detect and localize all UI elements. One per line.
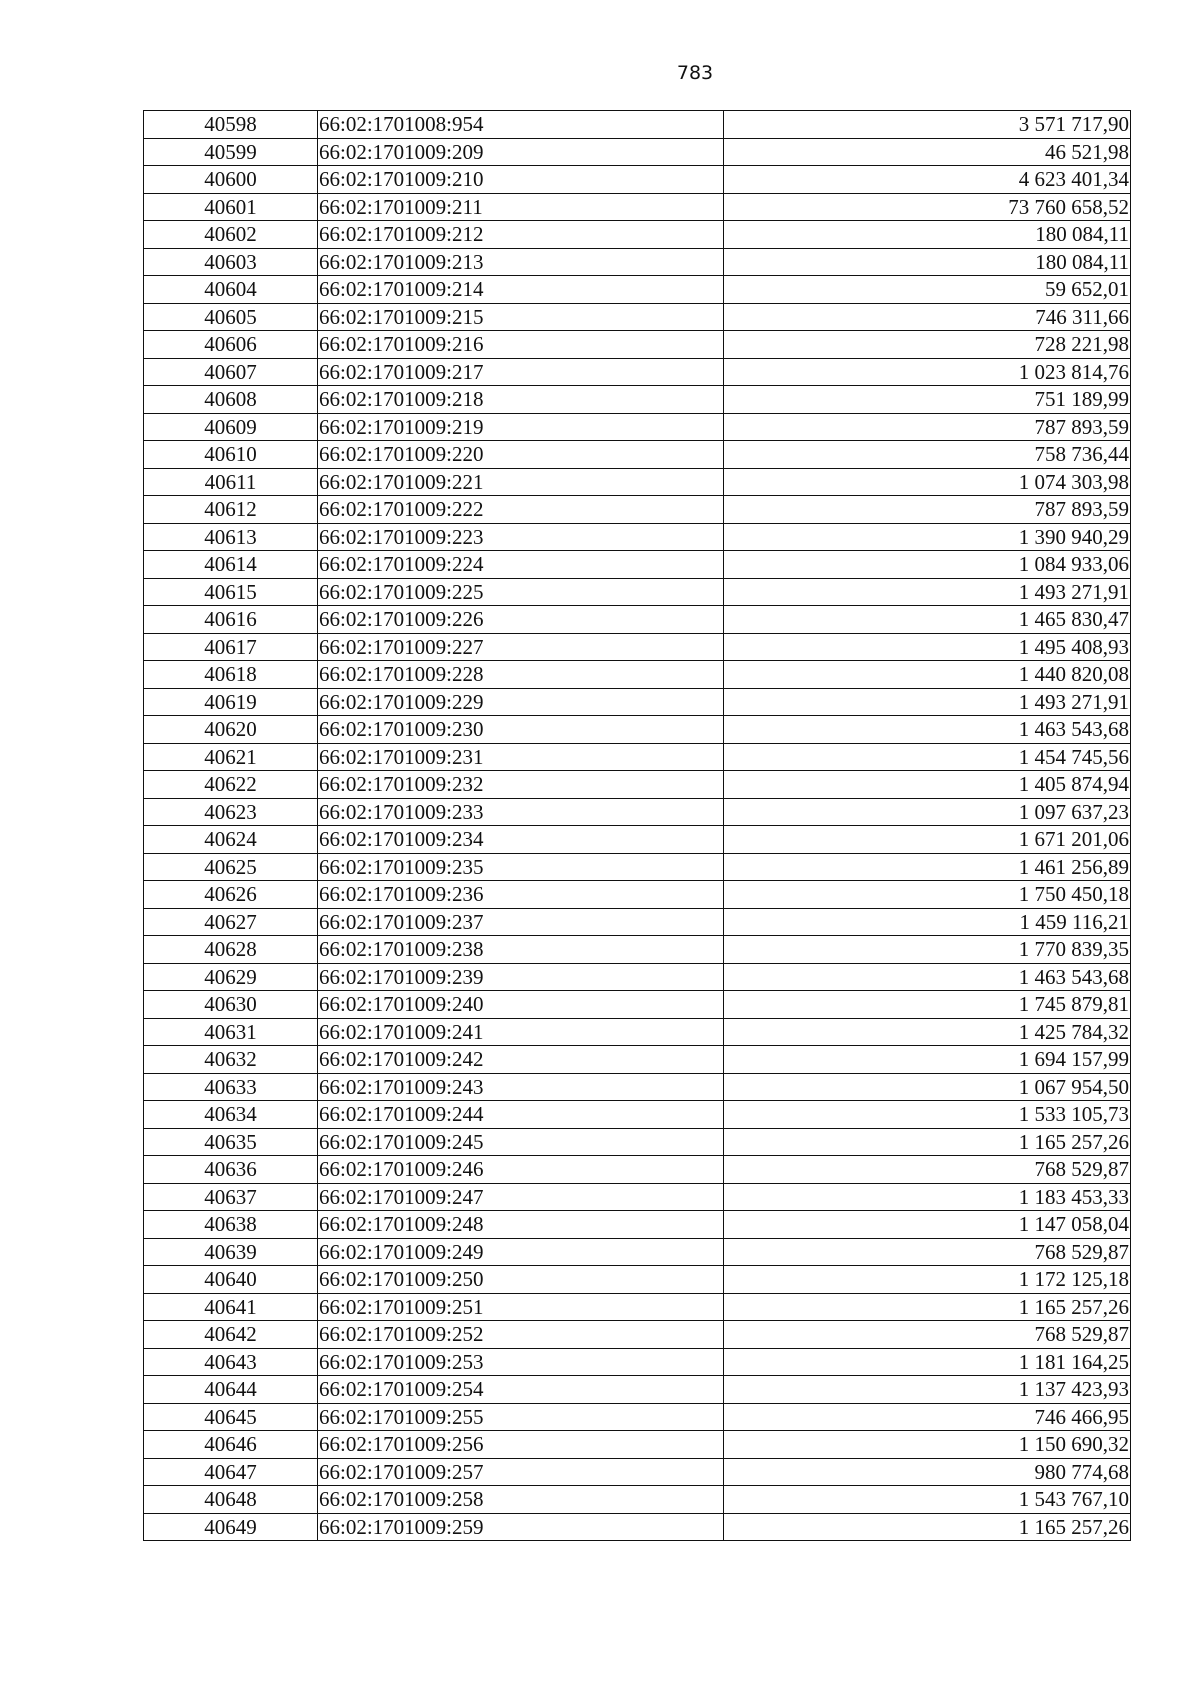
row-number-cell: 40641 xyxy=(144,1293,318,1321)
cadastral-value-cell: 1 745 879,81 xyxy=(724,991,1131,1019)
cadastral-value-cell: 1 390 940,29 xyxy=(724,523,1131,551)
cadastral-value-cell: 980 774,68 xyxy=(724,1458,1131,1486)
table-row xyxy=(144,1238,1131,1266)
row-number-cell: 40604 xyxy=(144,276,318,304)
cadastral-number-cell: 66:02:1701009:213 xyxy=(318,248,724,276)
row-number-cell: 40635 xyxy=(144,1128,318,1156)
row-number-cell: 40629 xyxy=(144,963,318,991)
cadastral-number-cell: 66:02:1701009:236 xyxy=(318,881,724,909)
cadastral-value-cell: 1 495 408,93 xyxy=(724,633,1131,661)
cadastral-number-cell: 66:02:1701009:258 xyxy=(318,1486,724,1514)
table-row xyxy=(144,193,1131,221)
cadastral-number-cell: 66:02:1701009:242 xyxy=(318,1046,724,1074)
table-row xyxy=(144,1431,1131,1459)
table-row xyxy=(144,1293,1131,1321)
cadastral-value-cell: 1 067 954,50 xyxy=(724,1073,1131,1101)
cadastral-value-cell: 768 529,87 xyxy=(724,1156,1131,1184)
table-row xyxy=(144,1321,1131,1349)
row-number-cell: 40646 xyxy=(144,1431,318,1459)
cadastral-value-cell: 1 671 201,06 xyxy=(724,826,1131,854)
table-row xyxy=(144,771,1131,799)
table-row xyxy=(144,963,1131,991)
cadastral-number-cell: 66:02:1701009:257 xyxy=(318,1458,724,1486)
table-row xyxy=(144,688,1131,716)
cadastral-number-cell: 66:02:1701009:244 xyxy=(318,1101,724,1129)
cadastral-number-cell: 66:02:1701009:235 xyxy=(318,853,724,881)
row-number-cell: 40619 xyxy=(144,688,318,716)
cadastral-number-cell: 66:02:1701009:212 xyxy=(318,221,724,249)
row-number-cell: 40633 xyxy=(144,1073,318,1101)
cadastral-value-cell: 1 454 745,56 xyxy=(724,743,1131,771)
cadastral-value-cell: 1 440 820,08 xyxy=(724,661,1131,689)
row-number-cell: 40634 xyxy=(144,1101,318,1129)
table-row xyxy=(144,413,1131,441)
cadastral-number-cell: 66:02:1701009:220 xyxy=(318,441,724,469)
table-row xyxy=(144,1266,1131,1294)
cadastral-number-cell: 66:02:1701009:230 xyxy=(318,716,724,744)
table-row xyxy=(144,1046,1131,1074)
row-number-cell: 40606 xyxy=(144,331,318,359)
table-row xyxy=(144,1403,1131,1431)
row-number-cell: 40612 xyxy=(144,496,318,524)
row-number-cell: 40649 xyxy=(144,1513,318,1541)
row-number-cell: 40623 xyxy=(144,798,318,826)
table-row xyxy=(144,826,1131,854)
cadastral-value-cell: 1 425 784,32 xyxy=(724,1018,1131,1046)
cadastral-number-cell: 66:02:1701009:228 xyxy=(318,661,724,689)
table-row xyxy=(144,1073,1131,1101)
table-row xyxy=(144,1486,1131,1514)
table-row xyxy=(144,798,1131,826)
row-number-cell: 40601 xyxy=(144,193,318,221)
cadastral-value-cell: 1 183 453,33 xyxy=(724,1183,1131,1211)
row-number-cell: 40610 xyxy=(144,441,318,469)
cadastral-number-cell: 66:02:1701009:254 xyxy=(318,1376,724,1404)
row-number-cell: 40621 xyxy=(144,743,318,771)
cadastral-number-cell: 66:02:1701009:226 xyxy=(318,606,724,634)
cadastral-number-cell: 66:02:1701009:211 xyxy=(318,193,724,221)
cadastral-value-cell: 180 084,11 xyxy=(724,248,1131,276)
cadastral-value-cell: 1 493 271,91 xyxy=(724,688,1131,716)
table-row xyxy=(144,468,1131,496)
table-row xyxy=(144,606,1131,634)
row-number-cell: 40642 xyxy=(144,1321,318,1349)
cadastral-value-cell: 1 172 125,18 xyxy=(724,1266,1131,1294)
cadastral-table-container xyxy=(143,110,1130,1541)
cadastral-number-cell: 66:02:1701009:217 xyxy=(318,358,724,386)
table-row xyxy=(144,716,1131,744)
cadastral-value-cell: 59 652,01 xyxy=(724,276,1131,304)
cadastral-value-cell: 1 181 164,25 xyxy=(724,1348,1131,1376)
cadastral-value-cell: 1 463 543,68 xyxy=(724,716,1131,744)
row-number-cell: 40637 xyxy=(144,1183,318,1211)
cadastral-value-cell: 1 533 105,73 xyxy=(724,1101,1131,1129)
cadastral-value-cell: 1 137 423,93 xyxy=(724,1376,1131,1404)
row-number-cell: 40611 xyxy=(144,468,318,496)
cadastral-number-cell: 66:02:1701009:223 xyxy=(318,523,724,551)
cadastral-value-cell: 3 571 717,90 xyxy=(724,111,1131,139)
row-number-cell: 40608 xyxy=(144,386,318,414)
row-number-cell: 40626 xyxy=(144,881,318,909)
row-number-cell: 40647 xyxy=(144,1458,318,1486)
row-number-cell: 40640 xyxy=(144,1266,318,1294)
cadastral-number-cell: 66:02:1701009:216 xyxy=(318,331,724,359)
cadastral-number-cell: 66:02:1701008:954 xyxy=(318,111,724,139)
row-number-cell: 40613 xyxy=(144,523,318,551)
cadastral-number-cell: 66:02:1701009:248 xyxy=(318,1211,724,1239)
table-row xyxy=(144,1513,1131,1541)
table-row xyxy=(144,331,1131,359)
row-number-cell: 40617 xyxy=(144,633,318,661)
cadastral-value-cell: 746 466,95 xyxy=(724,1403,1131,1431)
row-number-cell: 40630 xyxy=(144,991,318,1019)
table-row xyxy=(144,1018,1131,1046)
cadastral-number-cell: 66:02:1701009:209 xyxy=(318,138,724,166)
table-row xyxy=(144,111,1131,139)
cadastral-value-cell: 180 084,11 xyxy=(724,221,1131,249)
cadastral-number-cell: 66:02:1701009:227 xyxy=(318,633,724,661)
cadastral-value-cell: 1 694 157,99 xyxy=(724,1046,1131,1074)
cadastral-value-cell: 1 165 257,26 xyxy=(724,1293,1131,1321)
cadastral-number-cell: 66:02:1701009:238 xyxy=(318,936,724,964)
row-number-cell: 40627 xyxy=(144,908,318,936)
table-row xyxy=(144,1376,1131,1404)
cadastral-number-cell: 66:02:1701009:250 xyxy=(318,1266,724,1294)
cadastral-number-cell: 66:02:1701009:247 xyxy=(318,1183,724,1211)
cadastral-value-cell: 1 084 933,06 xyxy=(724,551,1131,579)
cadastral-number-cell: 66:02:1701009:218 xyxy=(318,386,724,414)
cadastral-value-cell: 1 097 637,23 xyxy=(724,798,1131,826)
cadastral-number-cell: 66:02:1701009:231 xyxy=(318,743,724,771)
cadastral-number-cell: 66:02:1701009:256 xyxy=(318,1431,724,1459)
cadastral-value-cell: 768 529,87 xyxy=(724,1238,1131,1266)
cadastral-value-cell: 1 150 690,32 xyxy=(724,1431,1131,1459)
table-row xyxy=(144,908,1131,936)
cadastral-value-cell: 746 311,66 xyxy=(724,303,1131,331)
page-number: 783 xyxy=(676,62,714,84)
cadastral-value-cell: 1 461 256,89 xyxy=(724,853,1131,881)
table-row xyxy=(144,1128,1131,1156)
cadastral-number-cell: 66:02:1701009:240 xyxy=(318,991,724,1019)
cadastral-number-cell: 66:02:1701009:246 xyxy=(318,1156,724,1184)
cadastral-number-cell: 66:02:1701009:221 xyxy=(318,468,724,496)
row-number-cell: 40605 xyxy=(144,303,318,331)
row-number-cell: 40643 xyxy=(144,1348,318,1376)
table-row xyxy=(144,166,1131,194)
table-row xyxy=(144,936,1131,964)
cadastral-value-cell: 1 023 814,76 xyxy=(724,358,1131,386)
cadastral-value-cell: 1 147 058,04 xyxy=(724,1211,1131,1239)
table-row xyxy=(144,743,1131,771)
cadastral-number-cell: 66:02:1701009:224 xyxy=(318,551,724,579)
table-row xyxy=(144,523,1131,551)
row-number-cell: 40648 xyxy=(144,1486,318,1514)
cadastral-value-cell: 1 543 767,10 xyxy=(724,1486,1131,1514)
cadastral-number-cell: 66:02:1701009:252 xyxy=(318,1321,724,1349)
table-row xyxy=(144,276,1131,304)
cadastral-number-cell: 66:02:1701009:233 xyxy=(318,798,724,826)
row-number-cell: 40615 xyxy=(144,578,318,606)
table-row xyxy=(144,853,1131,881)
cadastral-number-cell: 66:02:1701009:237 xyxy=(318,908,724,936)
cadastral-value-cell: 1 165 257,26 xyxy=(724,1513,1131,1541)
row-number-cell: 40598 xyxy=(144,111,318,139)
row-number-cell: 40638 xyxy=(144,1211,318,1239)
cadastral-number-cell: 66:02:1701009:253 xyxy=(318,1348,724,1376)
table-row xyxy=(144,1101,1131,1129)
row-number-cell: 40645 xyxy=(144,1403,318,1431)
cadastral-value-cell: 758 736,44 xyxy=(724,441,1131,469)
cadastral-value-cell: 1 493 271,91 xyxy=(724,578,1131,606)
cadastral-number-cell: 66:02:1701009:259 xyxy=(318,1513,724,1541)
table-row xyxy=(144,1183,1131,1211)
table-row xyxy=(144,1348,1131,1376)
row-number-cell: 40631 xyxy=(144,1018,318,1046)
cadastral-value-cell: 728 221,98 xyxy=(724,331,1131,359)
cadastral-number-cell: 66:02:1701009:219 xyxy=(318,413,724,441)
row-number-cell: 40639 xyxy=(144,1238,318,1266)
cadastral-value-cell: 1 459 116,21 xyxy=(724,908,1131,936)
row-number-cell: 40603 xyxy=(144,248,318,276)
cadastral-value-cell: 1 463 543,68 xyxy=(724,963,1131,991)
table-row xyxy=(144,138,1131,166)
table-row xyxy=(144,578,1131,606)
cadastral-value-cell: 1 165 257,26 xyxy=(724,1128,1131,1156)
cadastral-number-cell: 66:02:1701009:243 xyxy=(318,1073,724,1101)
table-row xyxy=(144,1211,1131,1239)
cadastral-number-cell: 66:02:1701009:210 xyxy=(318,166,724,194)
row-number-cell: 40614 xyxy=(144,551,318,579)
row-number-cell: 40609 xyxy=(144,413,318,441)
table-row xyxy=(144,551,1131,579)
row-number-cell: 40625 xyxy=(144,853,318,881)
table-row xyxy=(144,1458,1131,1486)
table-row xyxy=(144,991,1131,1019)
cadastral-number-cell: 66:02:1701009:245 xyxy=(318,1128,724,1156)
table-row xyxy=(144,633,1131,661)
cadastral-value-cell: 1 405 874,94 xyxy=(724,771,1131,799)
row-number-cell: 40616 xyxy=(144,606,318,634)
table-row xyxy=(144,661,1131,689)
cadastral-number-cell: 66:02:1701009:251 xyxy=(318,1293,724,1321)
cadastral-number-cell: 66:02:1701009:239 xyxy=(318,963,724,991)
cadastral-number-cell: 66:02:1701009:255 xyxy=(318,1403,724,1431)
table-row xyxy=(144,358,1131,386)
cadastral-value-cell: 1 770 839,35 xyxy=(724,936,1131,964)
cadastral-number-cell: 66:02:1701009:225 xyxy=(318,578,724,606)
cadastral-number-cell: 66:02:1701009:229 xyxy=(318,688,724,716)
cadastral-value-cell: 4 623 401,34 xyxy=(724,166,1131,194)
cadastral-number-cell: 66:02:1701009:214 xyxy=(318,276,724,304)
row-number-cell: 40599 xyxy=(144,138,318,166)
table-row xyxy=(144,248,1131,276)
cadastral-value-cell: 73 760 658,52 xyxy=(724,193,1131,221)
cadastral-number-cell: 66:02:1701009:249 xyxy=(318,1238,724,1266)
row-number-cell: 40628 xyxy=(144,936,318,964)
row-number-cell: 40622 xyxy=(144,771,318,799)
cadastral-value-cell: 787 893,59 xyxy=(724,413,1131,441)
row-number-cell: 40600 xyxy=(144,166,318,194)
table-row xyxy=(144,441,1131,469)
table-row xyxy=(144,386,1131,414)
table-row xyxy=(144,1156,1131,1184)
cadastral-value-cell: 1 750 450,18 xyxy=(724,881,1131,909)
row-number-cell: 40618 xyxy=(144,661,318,689)
table-row xyxy=(144,881,1131,909)
row-number-cell: 40624 xyxy=(144,826,318,854)
table-row xyxy=(144,221,1131,249)
cadastral-value-cell: 787 893,59 xyxy=(724,496,1131,524)
cadastral-value-cell: 751 189,99 xyxy=(724,386,1131,414)
cadastral-number-cell: 66:02:1701009:215 xyxy=(318,303,724,331)
cadastral-number-cell: 66:02:1701009:241 xyxy=(318,1018,724,1046)
table-row xyxy=(144,303,1131,331)
row-number-cell: 40602 xyxy=(144,221,318,249)
row-number-cell: 40644 xyxy=(144,1376,318,1404)
cadastral-value-table xyxy=(143,110,1131,1541)
table-row xyxy=(144,496,1131,524)
cadastral-number-cell: 66:02:1701009:232 xyxy=(318,771,724,799)
cadastral-number-cell: 66:02:1701009:222 xyxy=(318,496,724,524)
row-number-cell: 40632 xyxy=(144,1046,318,1074)
cadastral-number-cell: 66:02:1701009:234 xyxy=(318,826,724,854)
row-number-cell: 40636 xyxy=(144,1156,318,1184)
row-number-cell: 40620 xyxy=(144,716,318,744)
cadastral-value-cell: 768 529,87 xyxy=(724,1321,1131,1349)
cadastral-value-cell: 46 521,98 xyxy=(724,138,1131,166)
cadastral-value-cell: 1 465 830,47 xyxy=(724,606,1131,634)
table-body xyxy=(144,111,1131,1541)
row-number-cell: 40607 xyxy=(144,358,318,386)
cadastral-value-cell: 1 074 303,98 xyxy=(724,468,1131,496)
